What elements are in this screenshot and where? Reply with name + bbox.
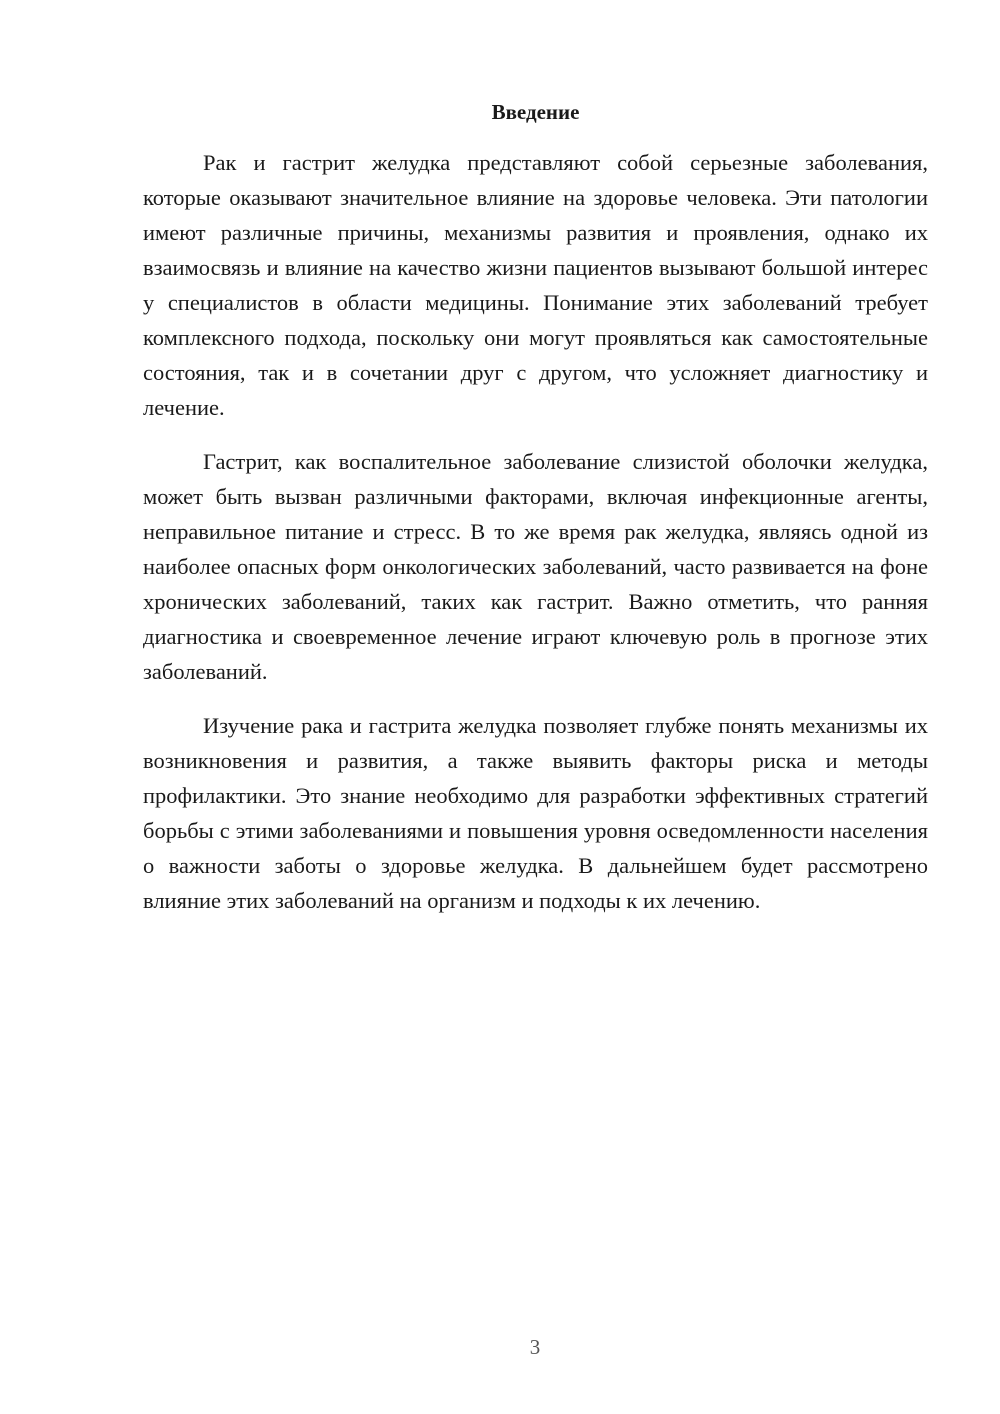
- paragraph-1: Рак и гастрит желудка представляют собой серьезные заболевания, которые оказывают значительное влияние на здоровье человека. Эти патологии имеют различные причины, механизмы развития и проявления, однако их взаимосвязь и влияние на качество жизни пациентов вызывают большой интерес у специалистов в области медицины. Понимание этих заболеваний требует комплексного подхода, поскольку они могут проявляться как самостоятельные состояния, так и в сочетании друг с другом, что усложняет диагностику и лечение.: [143, 150, 928, 420]
- section-heading: Введение: [491, 100, 580, 124]
- paragraph-3: Изучение рака и гастрита желудка позволяет глубже понять механизмы их возникновения и развития, а также выявить факторы риска и методы профилактики. Это знание необходимо для разработки эффективных стратегий борьбы с этими заболеваниями и повышения уровня осведомленности населения о важности заботы о здоровье желудка. В дальнейшем будет рассмотрено влияние этих заболеваний на организм и подходы к их лечению.: [143, 713, 928, 913]
- paragraph-2: Гастрит, как воспалительное заболевание слизистой оболочки желудка, может быть вызван различными факторами, включая инфекционные агенты, неправильное питание и стресс. В то же время рак желудка, являясь одной из наиболее опасных форм онкологических заболеваний, часто развивается на фоне хронических заболеваний, таких как гастрит. Важно отметить, что ранняя диагностика и своевременное лечение играют ключевую роль в прогнозе этих заболеваний.: [143, 449, 928, 684]
- page-number: 3: [529, 1335, 541, 1359]
- body-text: [143, 145, 928, 937]
